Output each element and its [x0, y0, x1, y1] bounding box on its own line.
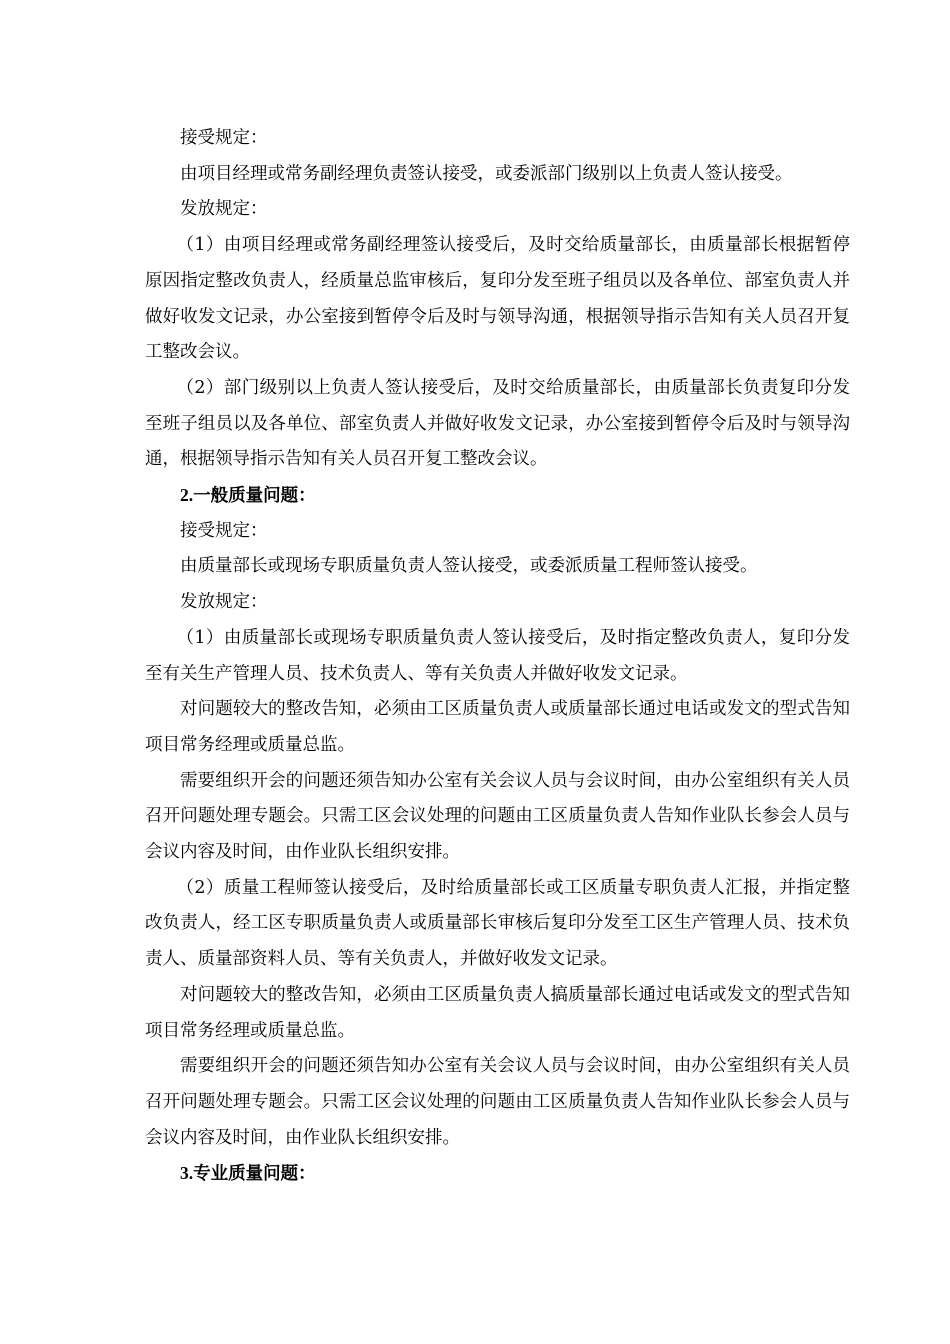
- paragraph-meeting-notice-2: 需要组织开会的问题还须告知办公室有关会议人员与会议时间，由办公室组织有关人员召开问题处理专题会。只需工区会议处理的问题由工区质量负责人告知作业队长参会人员与会议内容及时间，由作业队长组织安排。: [145, 1056, 850, 1148]
- paragraph-distribution-rule-label: 发放规定：: [180, 199, 268, 220]
- paragraph-major-issue-notice-2: 对问题较大的整改告知，必须由工区质量负责人搞质量部长通过电话或发文的型式告知项目常务经理或质量总监。: [145, 984, 850, 1041]
- paragraph-acceptance-rule: 由项目经理或常务副经理负责签认接受，或委派部门级别以上负责人签认接受。: [180, 163, 793, 184]
- paragraph-item-2: （2）部门级别以上负责人签认接受后，及时交给质量部长，由质量部长负责复印分发至班子组员以及各单位、部室负责人并做好收发文记录，办公室接到暂停令后及时与领导沟通，根据领导指示告知有关人员召开复工整改会议。: [145, 377, 850, 470]
- paragraph-item-2-general: （2）质量工程师签认接受后，及时给质量部长或工区质量专职负责人汇报，并指定整改负责人，经工区专职质量负责人或质量部长审核后复印分发至工区生产管理人员、技术负责人、质量部资料人员、等有关负责人，并做好收发文记录。: [145, 877, 850, 970]
- section-heading-general-quality: 2.一般质量问题：: [180, 485, 316, 506]
- paragraph-acceptance-rule-label-2: 接受规定：: [180, 520, 268, 541]
- paragraph-acceptance-rule-2: 由质量部长或现场专职质量负责人签认接受，或委派质量工程师签认接受。: [180, 556, 758, 577]
- paragraph-meeting-notice: 需要组织开会的问题还须告知办公室有关会议人员与会议时间，由办公室组织有关人员召开问题处理专题会。只需工区会议处理的问题由工区质量负责人告知作业队长参会人员与会议内容及时间，由作业队长组织安排。: [145, 770, 850, 863]
- document-body: [145, 121, 850, 1192]
- paragraph-item-1-general: （1）由质量部长或现场专职质量负责人签认接受后，及时指定整改负责人，复印分发至有关生产管理人员、技术负责人、等有关负责人并做好收发文记录。: [145, 627, 850, 684]
- paragraph-acceptance-rule-label: 接受规定：: [180, 128, 268, 148]
- paragraph-item-1: （1）由项目经理或常务副经理签认接受后，及时交给质量部长，由质量部长根据暂停原因指定整改负责人，经质量总监审核后，复印分发至班子组员以及各单位、部室负责人并做好收发文记录，办公室接到暂停令后及时与领导沟通，根据领导指示告知有关人员召开复工整改会议。: [145, 235, 850, 363]
- section-heading-professional-quality: 3.专业质量问题：: [180, 1163, 316, 1184]
- paragraph-distribution-rule-label-2: 发放规定：: [180, 592, 268, 613]
- paragraph-major-issue-notice: 对问题较大的整改告知，必须由工区质量负责人或质量部长通过电话或发文的型式告知项目常务经理或质量总监。: [145, 699, 850, 755]
